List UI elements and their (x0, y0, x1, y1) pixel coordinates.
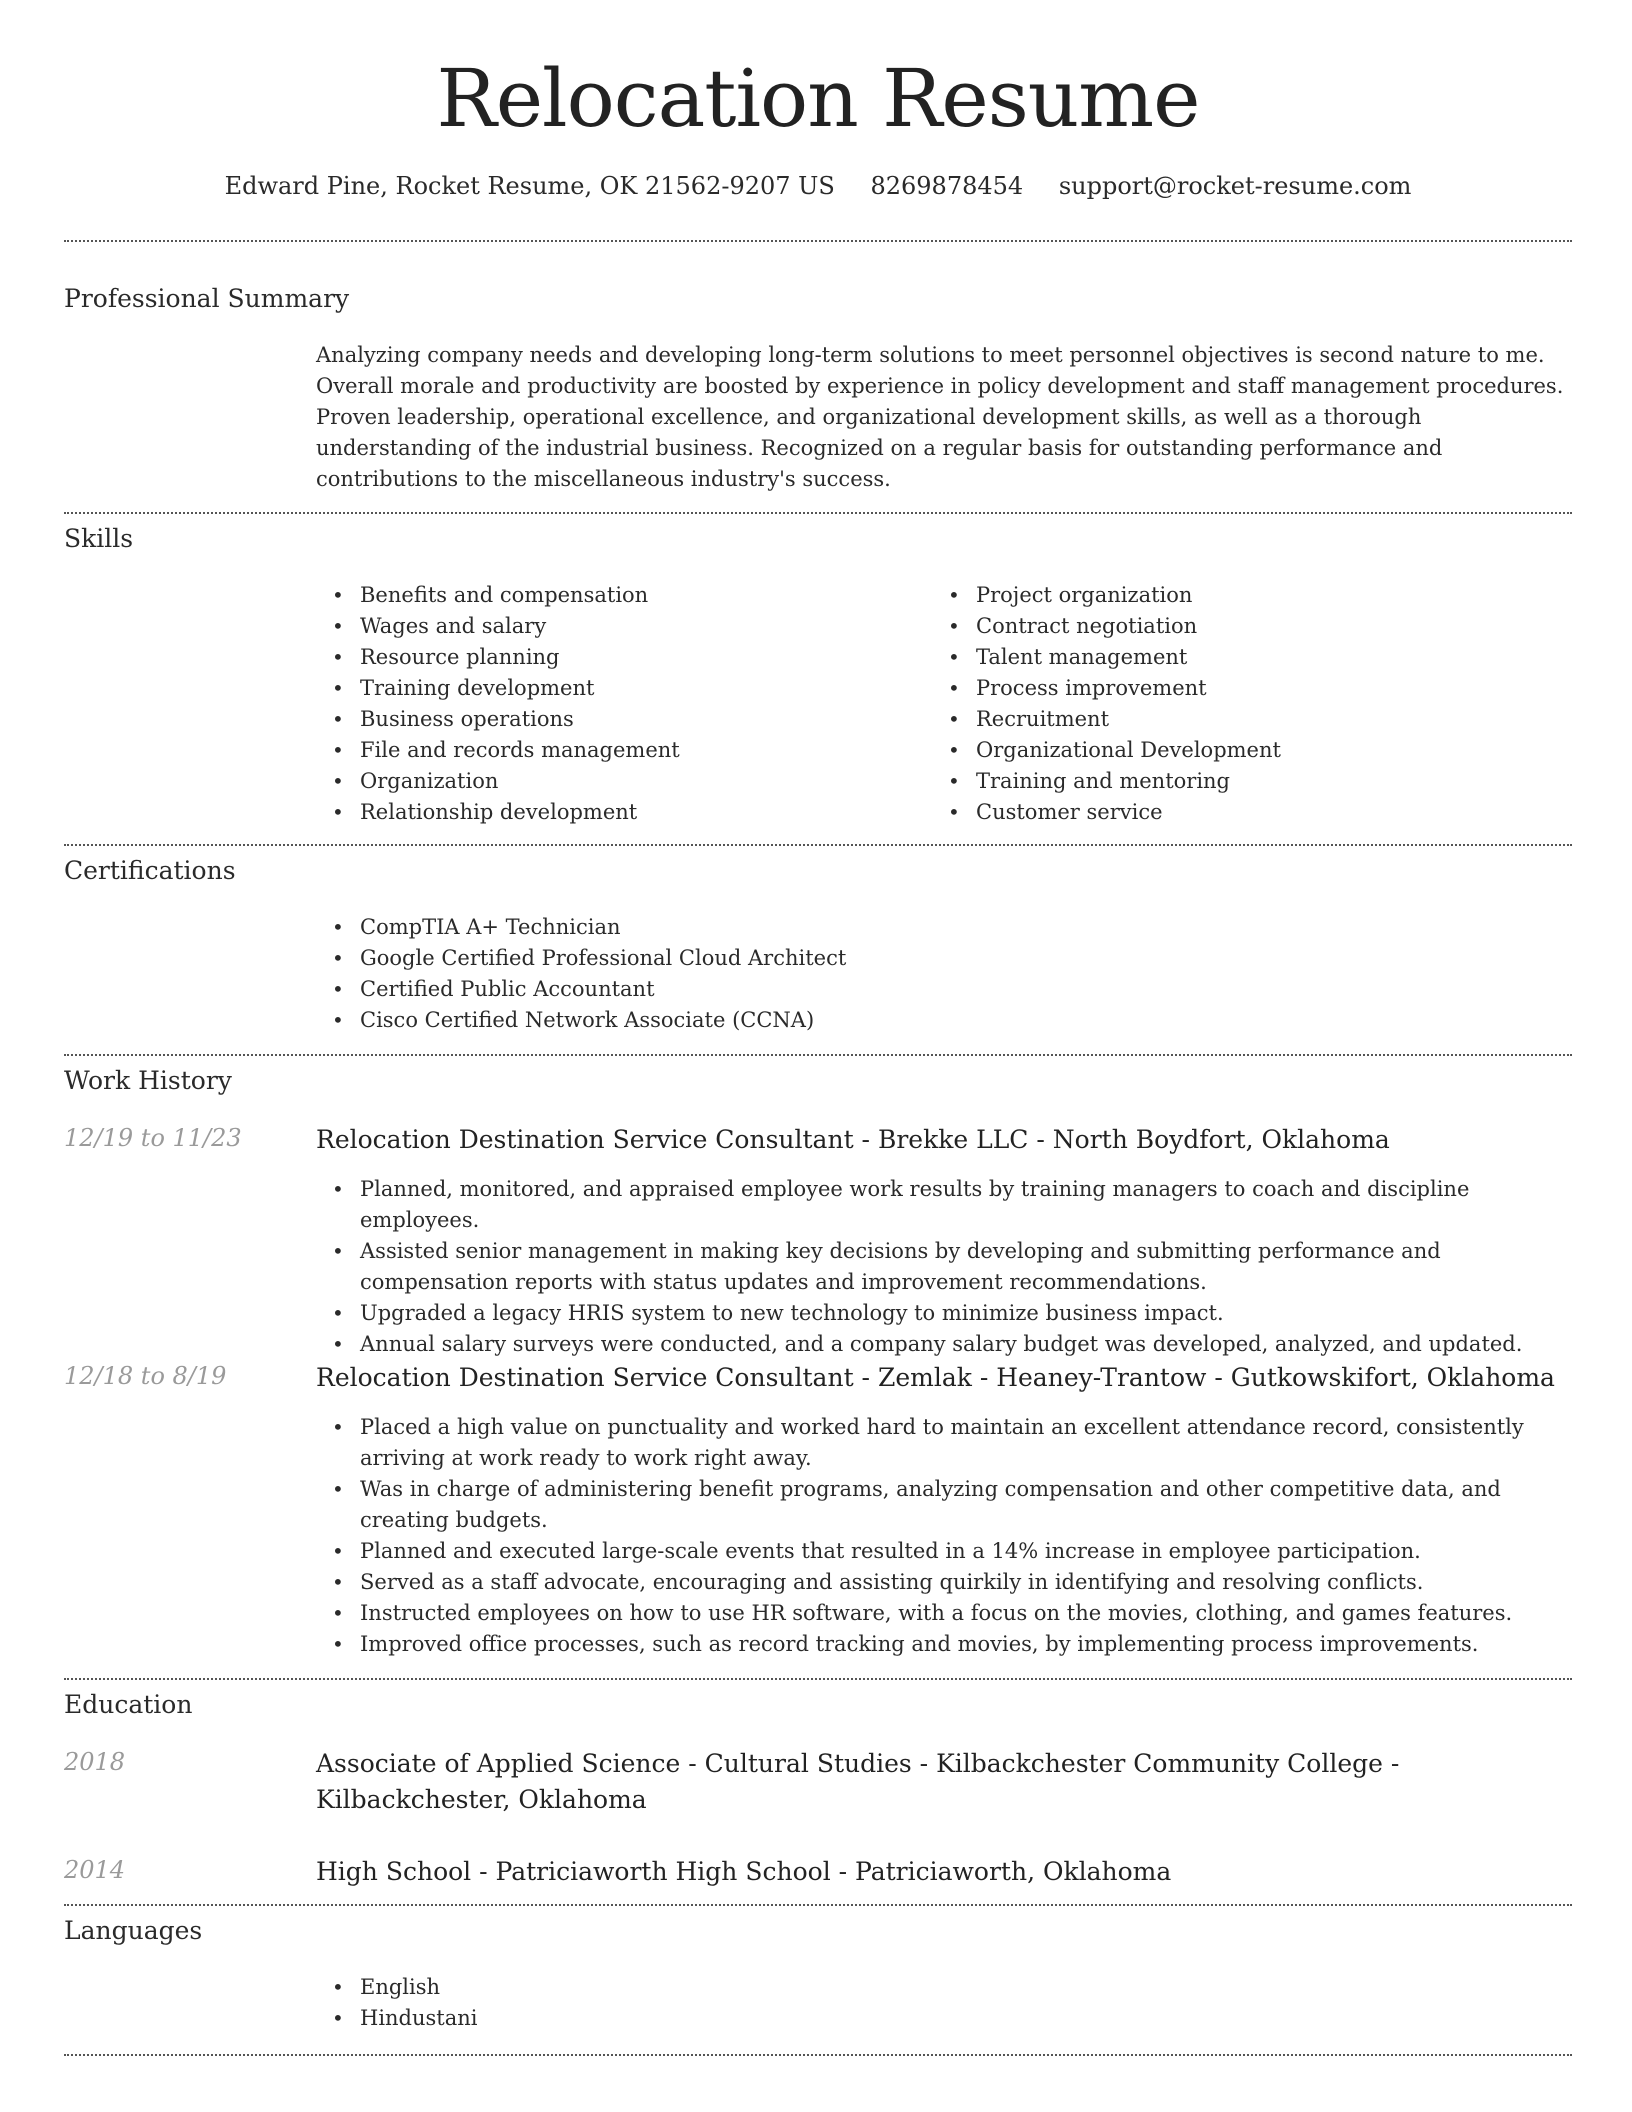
skill-item: • Customer service (932, 797, 1532, 828)
divider (64, 2054, 1572, 2056)
skill-item: • Organization (316, 766, 916, 797)
skill-item: • Resource planning (316, 642, 916, 673)
section-title-certifications: Certifications (64, 856, 236, 885)
education-heading: Associate of Applied Science - Cultural Studies - Kilbackchester Community College - Kilbackchester, Oklahoma (316, 1749, 1400, 1814)
education-year: 2014 (64, 1856, 126, 1884)
job-heading: Relocation Destination Service Consultant - Zemlak - Heaney-Trantow - Gutkowskifort, Oklahoma (316, 1363, 1555, 1392)
skill-item: • Wages and salary (316, 611, 916, 642)
job-bullet: • Annual salary surveys were conducted, and a company salary budget was developed, analyzed, and updated. (316, 1329, 1572, 1360)
job-bullets (316, 1412, 1572, 1660)
education-year: 2018 (64, 1748, 126, 1776)
contact-email[interactable]: support@rocket-resume.com (1058, 172, 1412, 200)
divider (64, 1678, 1572, 1680)
certifications-list (316, 912, 1572, 1036)
skill-item: • Process improvement (932, 673, 1532, 704)
certification-item: • Certified Public Accountant (316, 974, 1572, 1005)
certification-item: • CompTIA A+ Technician (316, 912, 1572, 943)
job-bullet: • Planned and executed large-scale events that resulted in a 14% increase in employee participation. (316, 1536, 1572, 1567)
job-bullet: • Was in charge of administering benefit programs, analyzing compensation and other competitive data, and creating budgets. (316, 1474, 1572, 1536)
skill-item: • Contract negotiation (932, 611, 1532, 642)
section-title-skills: Skills (64, 524, 134, 553)
skill-item: • Benefits and compensation (316, 580, 916, 611)
skill-item: • Training development (316, 673, 916, 704)
job-bullet: • Served as a staff advocate, encouraging and assisting quirkily in identifying and resolving conflicts. (316, 1567, 1572, 1598)
summary-text: Analyzing company needs and developing long-term solutions to meet personnel objectives is second nature to me. Overall morale and productivity are boosted by experience in policy development and staff management procedures. Proven leadership, operational excellence, and organizational development skills, as well as a thorough understanding of the industrial business. Recognized on a regular basis for outstanding performance and contributions to the miscellaneous industry's success. (316, 343, 1564, 491)
job-bullet: • Planned, monitored, and appraised employee work results by training managers to coach and discipline employees. (316, 1174, 1572, 1236)
job-dates: 12/18 to 8/19 (64, 1362, 227, 1390)
skill-item: • Talent management (932, 642, 1532, 673)
skill-item: • Business operations (316, 704, 916, 735)
skill-item: • File and records management (316, 735, 916, 766)
job-bullets (316, 1174, 1572, 1360)
skill-item: • Training and mentoring (932, 766, 1532, 797)
education-heading: High School - Patriciaworth High School - Patriciaworth, Oklahoma (316, 1857, 1172, 1886)
skill-item: • Organizational Development (932, 735, 1532, 766)
skill-item: • Recruitment (932, 704, 1532, 735)
language-item: • English (316, 1972, 1572, 2003)
job-dates: 12/19 to 11/23 (64, 1124, 242, 1152)
skills-list-right (932, 580, 1532, 828)
contact-address: Edward Pine, Rocket Resume, OK 21562-9207 US (224, 172, 835, 200)
section-title-education: Education (64, 1690, 193, 1719)
section-title-work-history: Work History (64, 1066, 232, 1095)
job-bullet: • Placed a high value on punctuality and worked hard to maintain an excellent attendance record, consistently arriving at work ready to work right away. (316, 1412, 1572, 1474)
job-bullet: • Improved office processes, such as record tracking and movies, by implementing process improvements. (316, 1629, 1572, 1660)
job-bullet: • Assisted senior management in making key decisions by developing and submitting performance and compensation reports with status updates and improvement recommendations. (316, 1236, 1572, 1298)
divider (64, 844, 1572, 846)
certification-item: • Google Certified Professional Cloud Architect (316, 943, 1572, 974)
language-item: • Hindustani (316, 2003, 1572, 2034)
job-bullet: • Instructed employees on how to use HR software, with a focus on the movies, clothing, and games features. (316, 1598, 1572, 1629)
divider (64, 512, 1572, 514)
divider (64, 240, 1572, 242)
certification-item: • Cisco Certified Network Associate (CCNA) (316, 1005, 1572, 1036)
resume-title: Relocation Resume (436, 52, 1200, 145)
skills-list-left (316, 580, 916, 828)
job-bullet: • Upgraded a legacy HRIS system to new technology to minimize business impact. (316, 1298, 1572, 1329)
divider (64, 1054, 1572, 1056)
job-heading: Relocation Destination Service Consultant - Brekke LLC - North Boydfort, Oklahoma (316, 1125, 1390, 1154)
skill-item: • Relationship development (316, 797, 916, 828)
languages-list (316, 1972, 1572, 2034)
contact-line (64, 172, 1572, 200)
divider (64, 1904, 1572, 1906)
section-title-summary: Professional Summary (64, 284, 350, 313)
skill-item: • Project organization (932, 580, 1532, 611)
contact-phone: 8269878454 (870, 172, 1024, 200)
section-title-languages: Languages (64, 1916, 203, 1945)
